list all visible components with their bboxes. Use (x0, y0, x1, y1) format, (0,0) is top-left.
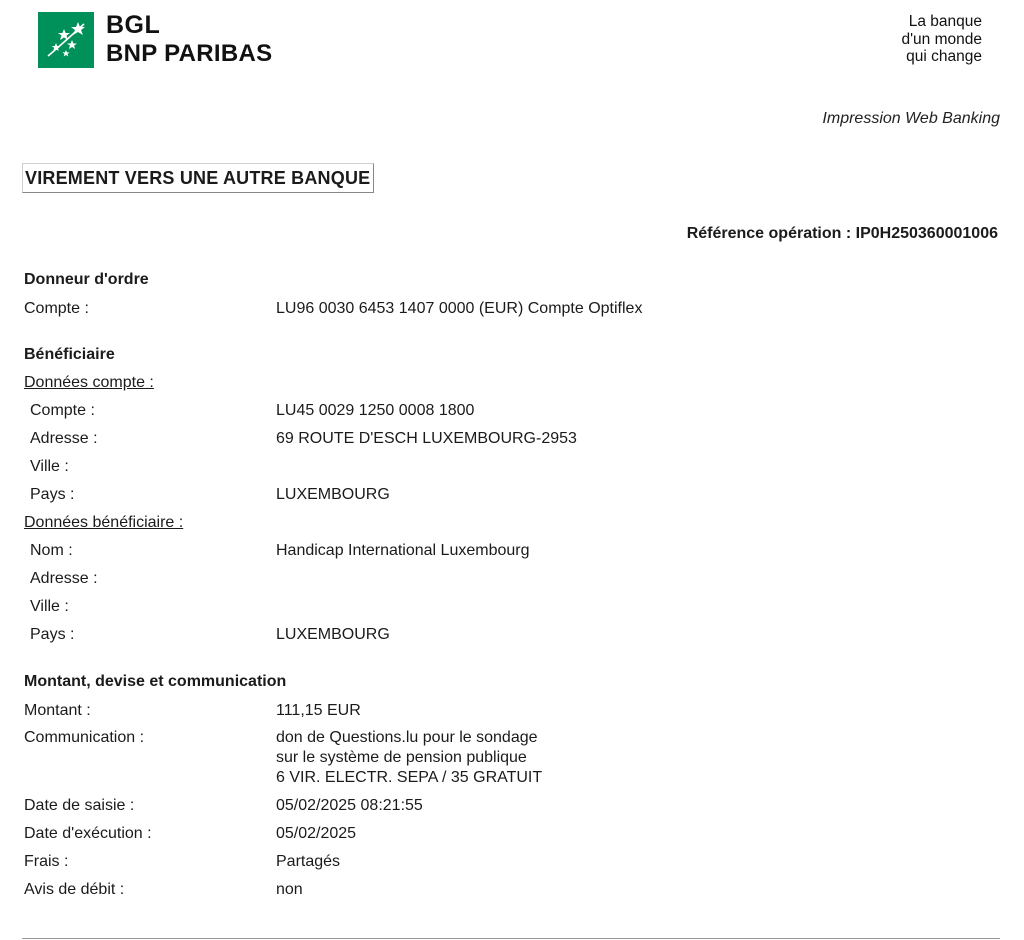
operation-reference (687, 225, 998, 243)
section-heading-montant: Montant, devise et communication (24, 673, 287, 690)
logo-line-bnp: BNP PARIBAS (106, 40, 273, 67)
subheading-donnees-beneficiaire: Données bénéficiaire : (24, 514, 184, 531)
slogan-line: La banque (908, 13, 982, 30)
date-execution-value: 05/02/2025 (276, 825, 357, 842)
benef-ville-label: Ville : (30, 458, 69, 475)
avis-debit-value: non (276, 881, 303, 898)
frais-value: Partagés (276, 853, 341, 870)
communication-label: Communication : (24, 729, 145, 746)
reference-value: IP0H250360001006 (855, 225, 998, 242)
benef-nom-label: Nom : (30, 542, 73, 559)
slogan-line: qui change (906, 48, 982, 65)
section-heading-beneficiaire: Bénéficiaire (24, 346, 115, 363)
stars-logo-icon (42, 16, 90, 64)
benef-nom-pays-value: LUXEMBOURG (276, 626, 390, 643)
section-heading-donneur: Donneur d'ordre (24, 271, 149, 288)
benef-nom-pays-label: Pays : (30, 626, 75, 643)
benef-nom-adresse-label: Adresse : (30, 570, 98, 587)
benef-nom-value: Handicap International Luxembourg (276, 542, 530, 559)
page-title: VIREMENT VERS UNE AUTRE BANQUE (22, 163, 374, 193)
communication-line: 6 VIR. ELECTR. SEPA / 35 GRATUIT (276, 769, 543, 786)
slogan (901, 13, 982, 66)
date-saisie-value: 05/02/2025 08:21:55 (276, 797, 423, 814)
benef-compte-label: Compte : (30, 402, 95, 419)
frais-label: Frais : (24, 853, 69, 870)
benef-compte-value: LU45 0029 1250 0008 1800 (276, 402, 475, 419)
date-saisie-label: Date de saisie : (24, 797, 135, 814)
benef-nom-ville-label: Ville : (30, 598, 69, 615)
benef-pays-value: LUXEMBOURG (276, 486, 390, 503)
benef-adresse-value: 69 ROUTE D'ESCH LUXEMBOURG-2953 (276, 430, 577, 447)
slogan-line: d'un monde (901, 30, 982, 48)
bank-logo-text (106, 13, 272, 66)
communication-line: sur le système de pension publique (276, 749, 527, 766)
benef-adresse-label: Adresse : (30, 430, 98, 447)
donneur-compte-value: LU96 0030 6453 1407 0000 (EUR) Compte Optiflex (276, 300, 643, 317)
print-title: Impression Web Banking (822, 110, 1000, 127)
bank-logo-mark (38, 12, 94, 68)
communication-line: don de Questions.lu pour le sondage (276, 729, 538, 746)
montant-label: Montant : (24, 702, 91, 719)
logo-line-bgl: BGL (106, 11, 161, 39)
date-execution-label: Date d'exécution : (24, 825, 152, 842)
donneur-compte-label: Compte : (24, 300, 89, 317)
bottom-divider (22, 938, 1000, 939)
benef-pays-label: Pays : (30, 486, 75, 503)
montant-value: 111,15 EUR (276, 702, 361, 719)
reference-label: Référence opération : (686, 225, 852, 242)
subheading-donnees-compte: Données compte : (24, 374, 154, 391)
avis-debit-label: Avis de débit : (24, 881, 125, 898)
